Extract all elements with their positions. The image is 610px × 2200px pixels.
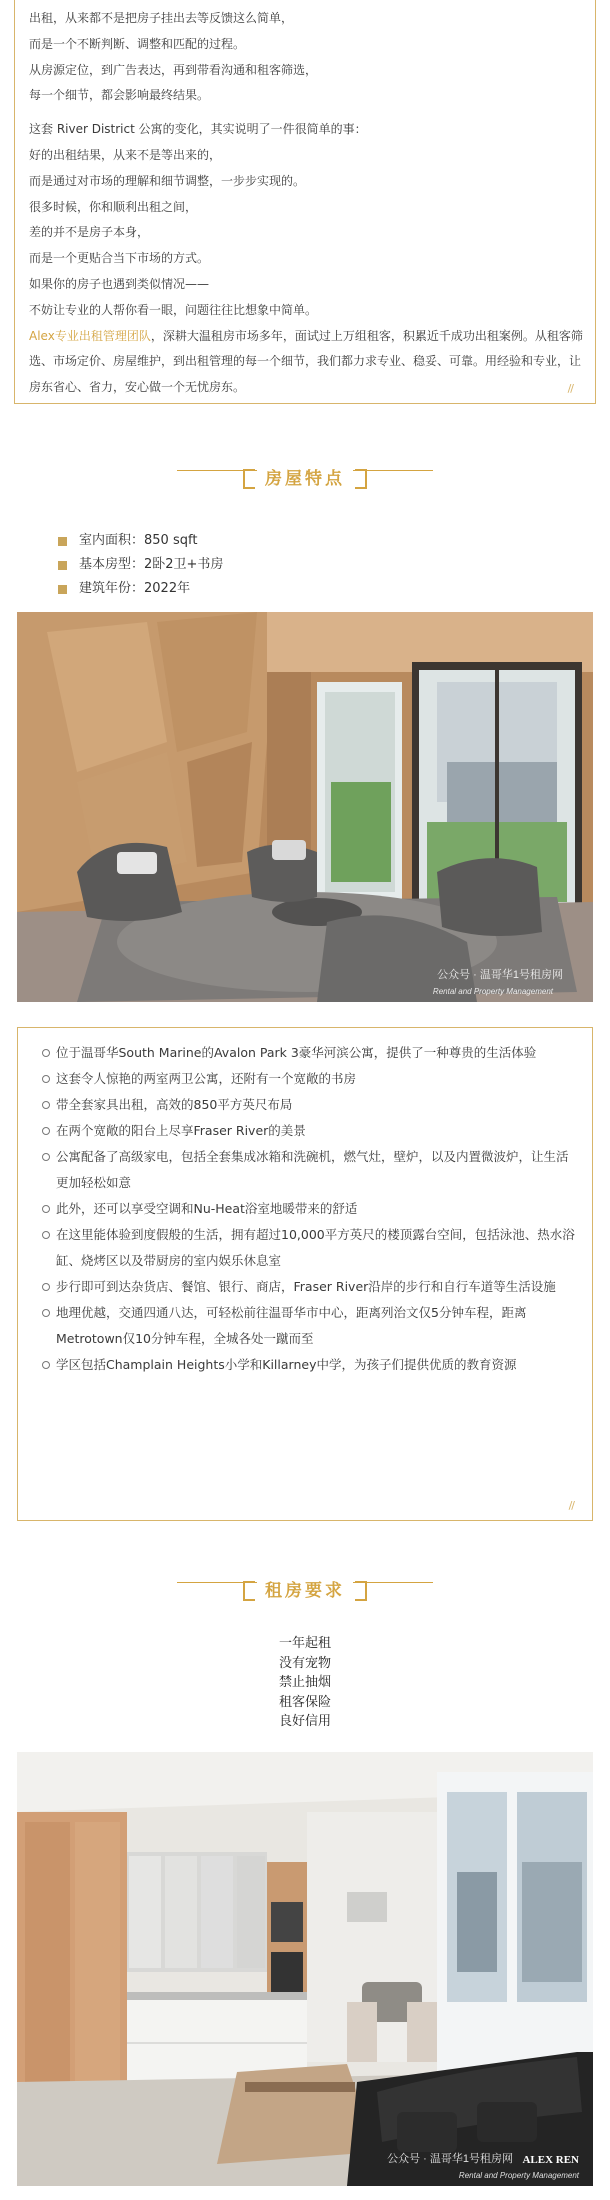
spec-list bbox=[58, 530, 223, 602]
team-paragraph bbox=[29, 324, 585, 401]
requirement-item: 没有宠物 bbox=[278, 1655, 331, 1671]
intro-line: 好的出租结果，从来不是等出来的， bbox=[29, 147, 222, 162]
spec-item-layout: 基本房型：2卧2卫+书房 bbox=[58, 554, 223, 576]
intro-line: 差的并不是房子本身， bbox=[29, 225, 150, 240]
requirement-item: 租客保险 bbox=[278, 1694, 331, 1710]
spec-item-year: 建筑年份：2022年 bbox=[58, 578, 223, 600]
intro-line: 不妨让专业的人帮你看一眼，问题往往比想象中简单。 bbox=[29, 302, 318, 317]
corner-deco-icon: // bbox=[567, 382, 573, 395]
intro-line: 很多时候，你和顺利出租之间， bbox=[29, 199, 198, 214]
highlights-list bbox=[18, 1028, 592, 1378]
list-item: 带全套家具出租，高效的850平方英尺布局 bbox=[42, 1092, 576, 1118]
list-item: 位于温哥华South Marine的Avalon Park 3豪华河滨公寓，提供了一种尊贵的生活体验 bbox=[42, 1040, 576, 1066]
list-item: 此外，还可以享受空调和Nu-Heat浴室地暖带来的舒适 bbox=[42, 1196, 576, 1222]
intro-line: 从房源定位，到广告表达，再到带看沟通和租客筛选， bbox=[29, 62, 318, 77]
requirements-list bbox=[0, 1634, 610, 1732]
photo-watermark: 公众号 · 温哥华1号租房网 bbox=[387, 2153, 513, 2165]
intro-line: 而是一个不断判断、调整和匹配的过程。 bbox=[29, 36, 246, 51]
list-item: 在这里能体验到度假般的生活，拥有超过10,000平方英尺的楼顶露台空间，包括泳池、热水浴缸、烧烤区以及带厨房的室内娱乐休息室 bbox=[42, 1222, 576, 1274]
requirements-title: 租房要求 bbox=[265, 1581, 345, 1601]
intro-text bbox=[29, 6, 585, 401]
intro-line: 而是一个更贴合当下市场的方式。 bbox=[29, 251, 210, 266]
intro-line: 这套 River District 公寓的变化，其实说明了一件很简单的事： bbox=[29, 122, 367, 137]
intro-line: 每一个细节，都会影响最终结果。 bbox=[29, 88, 210, 103]
list-item: 地理优越，交通四通八达，可轻松前往温哥华市中心，距离列治文仅5分钟车程，距离Metrotown仅10分钟车程，全城各处一蹴而至 bbox=[42, 1300, 576, 1352]
square-bullet-icon bbox=[58, 537, 67, 546]
title-line-deco bbox=[353, 1582, 433, 1583]
intro-card bbox=[14, 0, 596, 404]
kitchen-photo bbox=[17, 1752, 593, 2186]
requirements-section-title bbox=[0, 1578, 610, 1604]
team-name-link[interactable]: Alex专业出租管理团队 bbox=[29, 328, 151, 343]
photo-caption: Rental and Property Management bbox=[432, 987, 553, 996]
living-room-photo bbox=[17, 612, 593, 1002]
photo-caption: Rental and Property Management bbox=[458, 2171, 579, 2180]
square-bullet-icon bbox=[58, 585, 67, 594]
requirement-item: 禁止抽烟 bbox=[278, 1675, 331, 1690]
list-item: 这套令人惊艳的两室两卫公寓，还附有一个宽敞的书房 bbox=[42, 1066, 576, 1092]
list-item: 公寓配备了高级家电，包括全套集成冰箱和洗碗机，燃气灶，壁炉，以及内置微波炉，让生活更加轻松如意 bbox=[42, 1144, 576, 1196]
intro-line: 如果你的房子也遇到类似情况—— bbox=[29, 276, 210, 291]
requirement-item: 一年起租 bbox=[278, 1636, 331, 1651]
intro-line: 而是通过对市场的理解和细节调整，一步步实现的。 bbox=[29, 173, 306, 188]
photo-watermark: 公众号 · 温哥华1号租房网 bbox=[437, 969, 563, 981]
brand-logo: ALEX REN bbox=[522, 2154, 579, 2166]
list-item: 步行即可到达杂货店、餐馆、银行、商店，Fraser River沿岸的步行和自行车道等生活设施 bbox=[42, 1274, 576, 1300]
features-section-title bbox=[0, 466, 610, 492]
requirement-item: 良好信用 bbox=[278, 1714, 331, 1729]
highlights-card bbox=[17, 1027, 593, 1521]
team-description: ，深耕大温租房市场多年，面试过上万组租客，积累近千成功出租案例。从租客筛选、市场定价、房屋维护，到出租管理的每一个细节，我们都力求专业、稳妥、可靠。用经验和专业，让房东省心、省力，安心做一个无忧房东。 bbox=[29, 328, 583, 395]
square-bullet-icon bbox=[58, 561, 67, 570]
title-line-deco bbox=[353, 470, 433, 471]
intro-line: 出租，从来都不是把房子挂出去等反馈这么简单， bbox=[29, 11, 294, 25]
features-title: 房屋特点 bbox=[265, 469, 345, 489]
list-item: 学区包括Champlain Heights小学和Killarney中学，为孩子们提供优质的教育资源 bbox=[42, 1352, 576, 1378]
list-item: 在两个宽敞的阳台上尽享Fraser River的美景 bbox=[42, 1118, 576, 1144]
spec-item-area: 室内面积：850 sqft bbox=[58, 530, 223, 552]
corner-deco-icon: // bbox=[568, 1499, 574, 1512]
